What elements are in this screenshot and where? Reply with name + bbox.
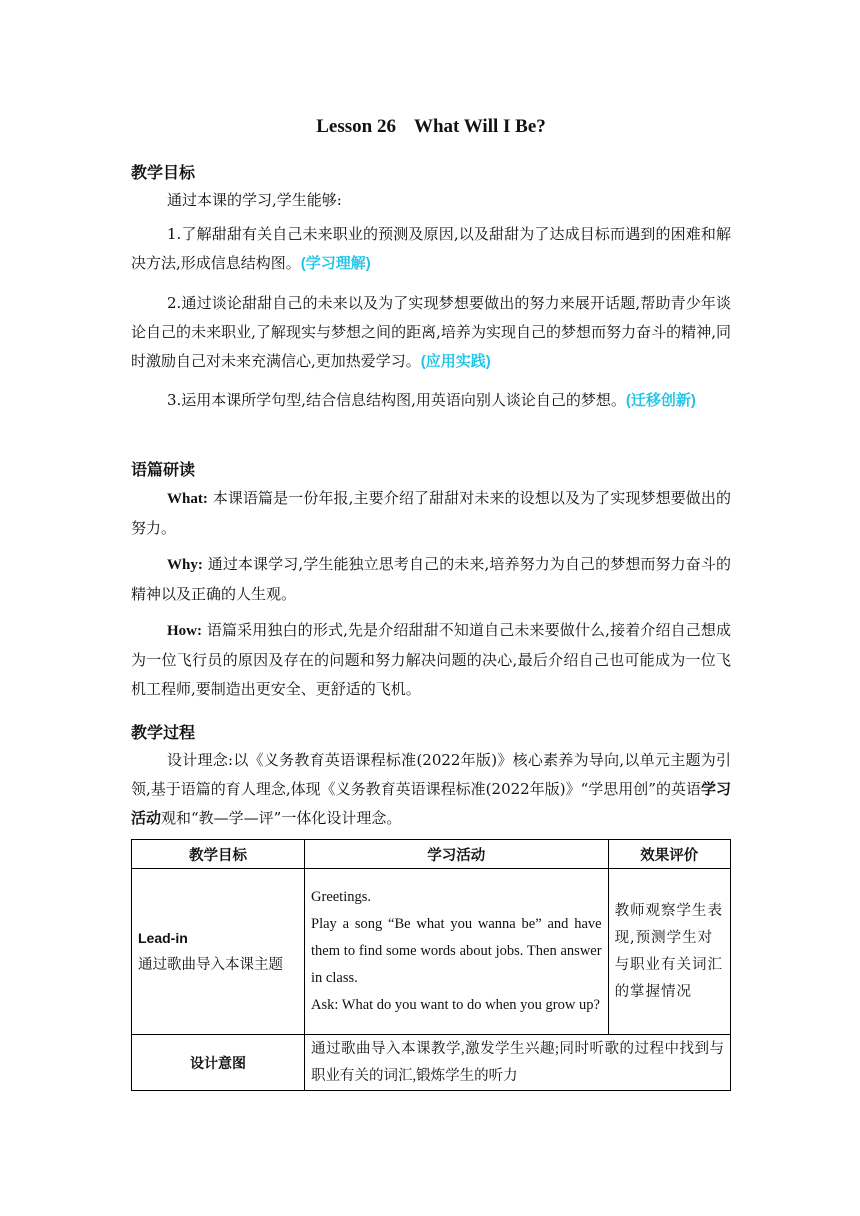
why-label: Why: <box>167 557 203 573</box>
process-heading: 教学过程 <box>131 725 196 742</box>
objective-tag-2: (应用实践) <box>420 353 491 370</box>
table-row <box>132 869 731 1035</box>
leadin-label: Lead-in <box>138 929 188 946</box>
lesson-plan-table <box>131 839 731 1091</box>
process-concept: 设计理念:以《义务教育英语课程标准(2022年版)》核心素养为导向,以单元主题为引领,基于语篇的育人理念,体现《义务教育英语课程标准(2022年版)》“学思用创”的英语学习活动观和“教—学—评”一体化设计理念。 <box>131 751 731 827</box>
objectives-intro: 通过本课的学习,学生能够: <box>167 191 342 209</box>
objectives-heading: 教学目标 <box>131 165 196 182</box>
activity-line: Ask: What do you want to do when you grow up? <box>311 997 600 1013</box>
design-intent-cell <box>305 1035 731 1091</box>
concept-bold: 学习活动 <box>131 780 731 827</box>
table-row <box>132 1035 731 1091</box>
evaluation-text: 教师观察学生表现,预测学生对与职业有关词汇的掌握情况 <box>614 902 724 1000</box>
reading-heading: 语篇研读 <box>131 462 196 479</box>
leadin-activity-cell <box>305 869 609 1035</box>
objective-item-3: 3.运用本课所学句型,结合信息结构图,用英语向别人谈论自己的梦想。(迁移创新) <box>167 391 696 409</box>
what-label: What: <box>167 491 208 507</box>
header-evaluation: 效果评价 <box>608 840 730 869</box>
leadin-goal-text: 通过歌曲导入本课主题 <box>138 956 283 973</box>
objective-tag-1: (学习理解) <box>300 255 371 272</box>
lesson-name: What Will I Be? <box>413 116 546 137</box>
header-activity: 学习活动 <box>305 840 609 869</box>
how-label: How: <box>167 623 202 639</box>
activity-line: Play a song “Be what you wanna be” and have them to find some words about jobs. Then answer in class. <box>311 916 602 986</box>
objective-tag-3: (迁移创新) <box>625 392 696 409</box>
objective-item-2: 2.通过谈论甜甜自己的未来以及为了实现梦想要做出的努力来展开话题,帮助青少年谈论自己的未来职业,了解现实与梦想之间的距离,培养为实现自己的梦想而努力奋斗的精神,同时激励自己对未来充满信心,更加热爱学习。(应用实践) <box>131 294 731 370</box>
reading-why: Why: 通过本课学习,学生能独立思考自己的未来,培养努力为自己的梦想而努力奋斗的精神以及正确的人生观。 <box>131 555 731 603</box>
design-intent-label: 设计意图 <box>132 1035 305 1091</box>
design-intent-text: 通过歌曲导入本课教学,激发学生兴趣;同时听歌的过程中找到与职业有关的词汇,锻炼学生的听力 <box>311 1040 724 1084</box>
leadin-goal-cell <box>132 869 305 1035</box>
table-header-row <box>132 840 731 869</box>
objective-item-1: 1.了解甜甜有关自己未来职业的预测及原因,以及甜甜为了达成目标而遇到的困难和解决方法,形成信息结构图。(学习理解) <box>131 225 731 272</box>
lesson-number: Lesson 26 <box>316 116 396 137</box>
reading-what: What: 本课语篇是一份年报,主要介绍了甜甜对未来的设想以及为了实现梦想要做出的努力。 <box>131 489 731 537</box>
reading-how: How: 语篇采用独白的形式,先是介绍甜甜不知道自己未来要做什么,接着介绍自己想成为一位飞行员的原因及存在的问题和努力解决问题的决心,最后介绍自己也可能成为一位飞机工程师,要制造出更安全、更舒适的飞机。 <box>131 621 731 698</box>
leadin-evaluation-cell <box>608 869 730 1035</box>
header-goal: 教学目标 <box>132 840 305 869</box>
activity-line: Greetings. <box>311 889 372 905</box>
lesson-title <box>131 116 731 138</box>
